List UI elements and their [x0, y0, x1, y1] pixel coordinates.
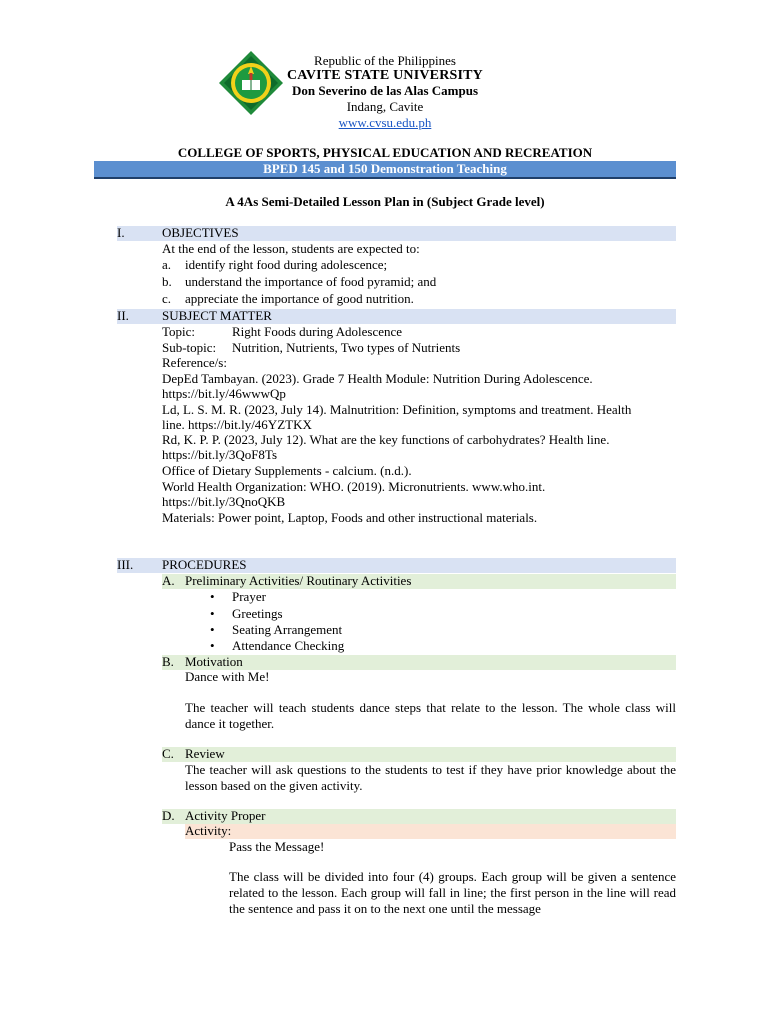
review-text: The teacher will ask questions to the students to test if they have prior knowledge about the lesson based on the given activity. — [185, 762, 676, 793]
header-campus: Don Severino de las Alas Campus — [292, 83, 478, 98]
topic-value: Right Foods during Adolescence — [232, 324, 403, 339]
list-letter: b. — [162, 274, 172, 289]
section-title: OBJECTIVES — [162, 225, 239, 240]
objective-item: understand the importance of food pyramid; and — [185, 274, 437, 289]
subsection-letter: C. — [162, 746, 174, 761]
topic-label: Topic: — [162, 324, 196, 339]
lesson-plan-title: A 4As Semi-Detailed Lesson Plan in (Subject Grade level) — [225, 194, 545, 209]
header-university: CAVITE STATE UNIVERSITY — [287, 68, 483, 83]
list-letter: a. — [162, 257, 172, 272]
header-location: Indang, Cavite — [346, 99, 424, 114]
reference-line: Office of Dietary Supplements - calcium. (n.d.). — [162, 463, 412, 478]
section-number: I. — [117, 225, 125, 240]
reference-line: DepEd Tambayan. (2023). Grade 7 Health Module: Nutrition During Adolescence. — [162, 371, 593, 386]
section-number: II. — [117, 308, 129, 323]
subsection-bar-review — [162, 747, 676, 762]
objectives-intro: At the end of the lesson, students are expected to: — [162, 241, 420, 256]
subsection-letter: B. — [162, 654, 174, 669]
bullet-icon: • — [210, 638, 215, 653]
list-item: Attendance Checking — [232, 638, 345, 653]
website-link[interactable]: www.cvsu.edu.ph — [338, 115, 432, 130]
activity-name: Dance with Me! — [185, 669, 270, 684]
list-letter: c. — [162, 291, 172, 306]
subtopic-label: Sub-topic: — [162, 340, 217, 355]
subsection-title: Activity Proper — [185, 808, 266, 823]
activity-label: Activity: — [185, 823, 232, 838]
reference-line: Ld, L. S. M. R. (2023, July 14). Malnutrition: Definition, symptoms and treatment. Health — [162, 402, 632, 417]
subsection-title: Preliminary Activities/ Routinary Activities — [185, 573, 412, 588]
list-item: Prayer — [232, 589, 266, 604]
activity-name: Pass the Message! — [229, 839, 325, 854]
reference-line: Rd, K. P. P. (2023, July 12). What are the key functions of carbohydrates? Health line. — [162, 432, 610, 447]
header-republic: Republic of the Philippines — [314, 53, 456, 68]
reference-line: https://bit.ly/3QnoQKB — [162, 494, 286, 509]
reference-line: https://bit.ly/46wwwQp — [162, 386, 286, 401]
course-banner: BPED 145 and 150 Demonstration Teaching — [94, 161, 676, 177]
references-label: Reference/s: — [162, 355, 227, 370]
motivation-text: The teacher will teach students dance steps that relate to the lesson. The whole class will dance it together. — [185, 700, 676, 731]
activity-text: The class will be divided into four (4) groups. Each group will be given a sentence related to the lesson. Each group will fall in line; the first person in the line will read the sentence and pass it on to the next one until the message — [229, 869, 676, 916]
section-number: III. — [117, 557, 134, 572]
subsection-title: Motivation — [185, 654, 243, 669]
bullet-icon: • — [210, 622, 215, 637]
college-name: COLLEGE OF SPORTS, PHYSICAL EDUCATION AND RECREATION — [177, 145, 593, 160]
objective-item: identify right food during adolescence; — [185, 257, 388, 272]
reference-line: https://bit.ly/3QoF8Ts — [162, 447, 278, 462]
bullet-icon: • — [210, 589, 215, 604]
objective-item: appreciate the importance of good nutrition. — [185, 291, 414, 306]
subsection-letter: A. — [162, 573, 175, 588]
reference-line: World Health Organization: WHO. (2019). Micronutrients. www.who.int. — [162, 479, 546, 494]
section-title: SUBJECT MATTER — [162, 308, 272, 323]
activity-bar — [185, 824, 676, 839]
bullet-icon: • — [210, 606, 215, 621]
subtopic-value: Nutrition, Nutrients, Two types of Nutrients — [232, 340, 461, 355]
list-item: Greetings — [232, 606, 283, 621]
subsection-title: Review — [185, 746, 225, 761]
subsection-letter: D. — [162, 808, 175, 823]
materials-line: Materials: Power point, Laptop, Foods and other instructional materials. — [162, 510, 538, 525]
list-item: Seating Arrangement — [232, 622, 343, 637]
banner-underline — [94, 177, 676, 179]
section-title: PROCEDURES — [162, 557, 247, 572]
reference-line: line. https://bit.ly/46YZTKX — [162, 417, 312, 432]
